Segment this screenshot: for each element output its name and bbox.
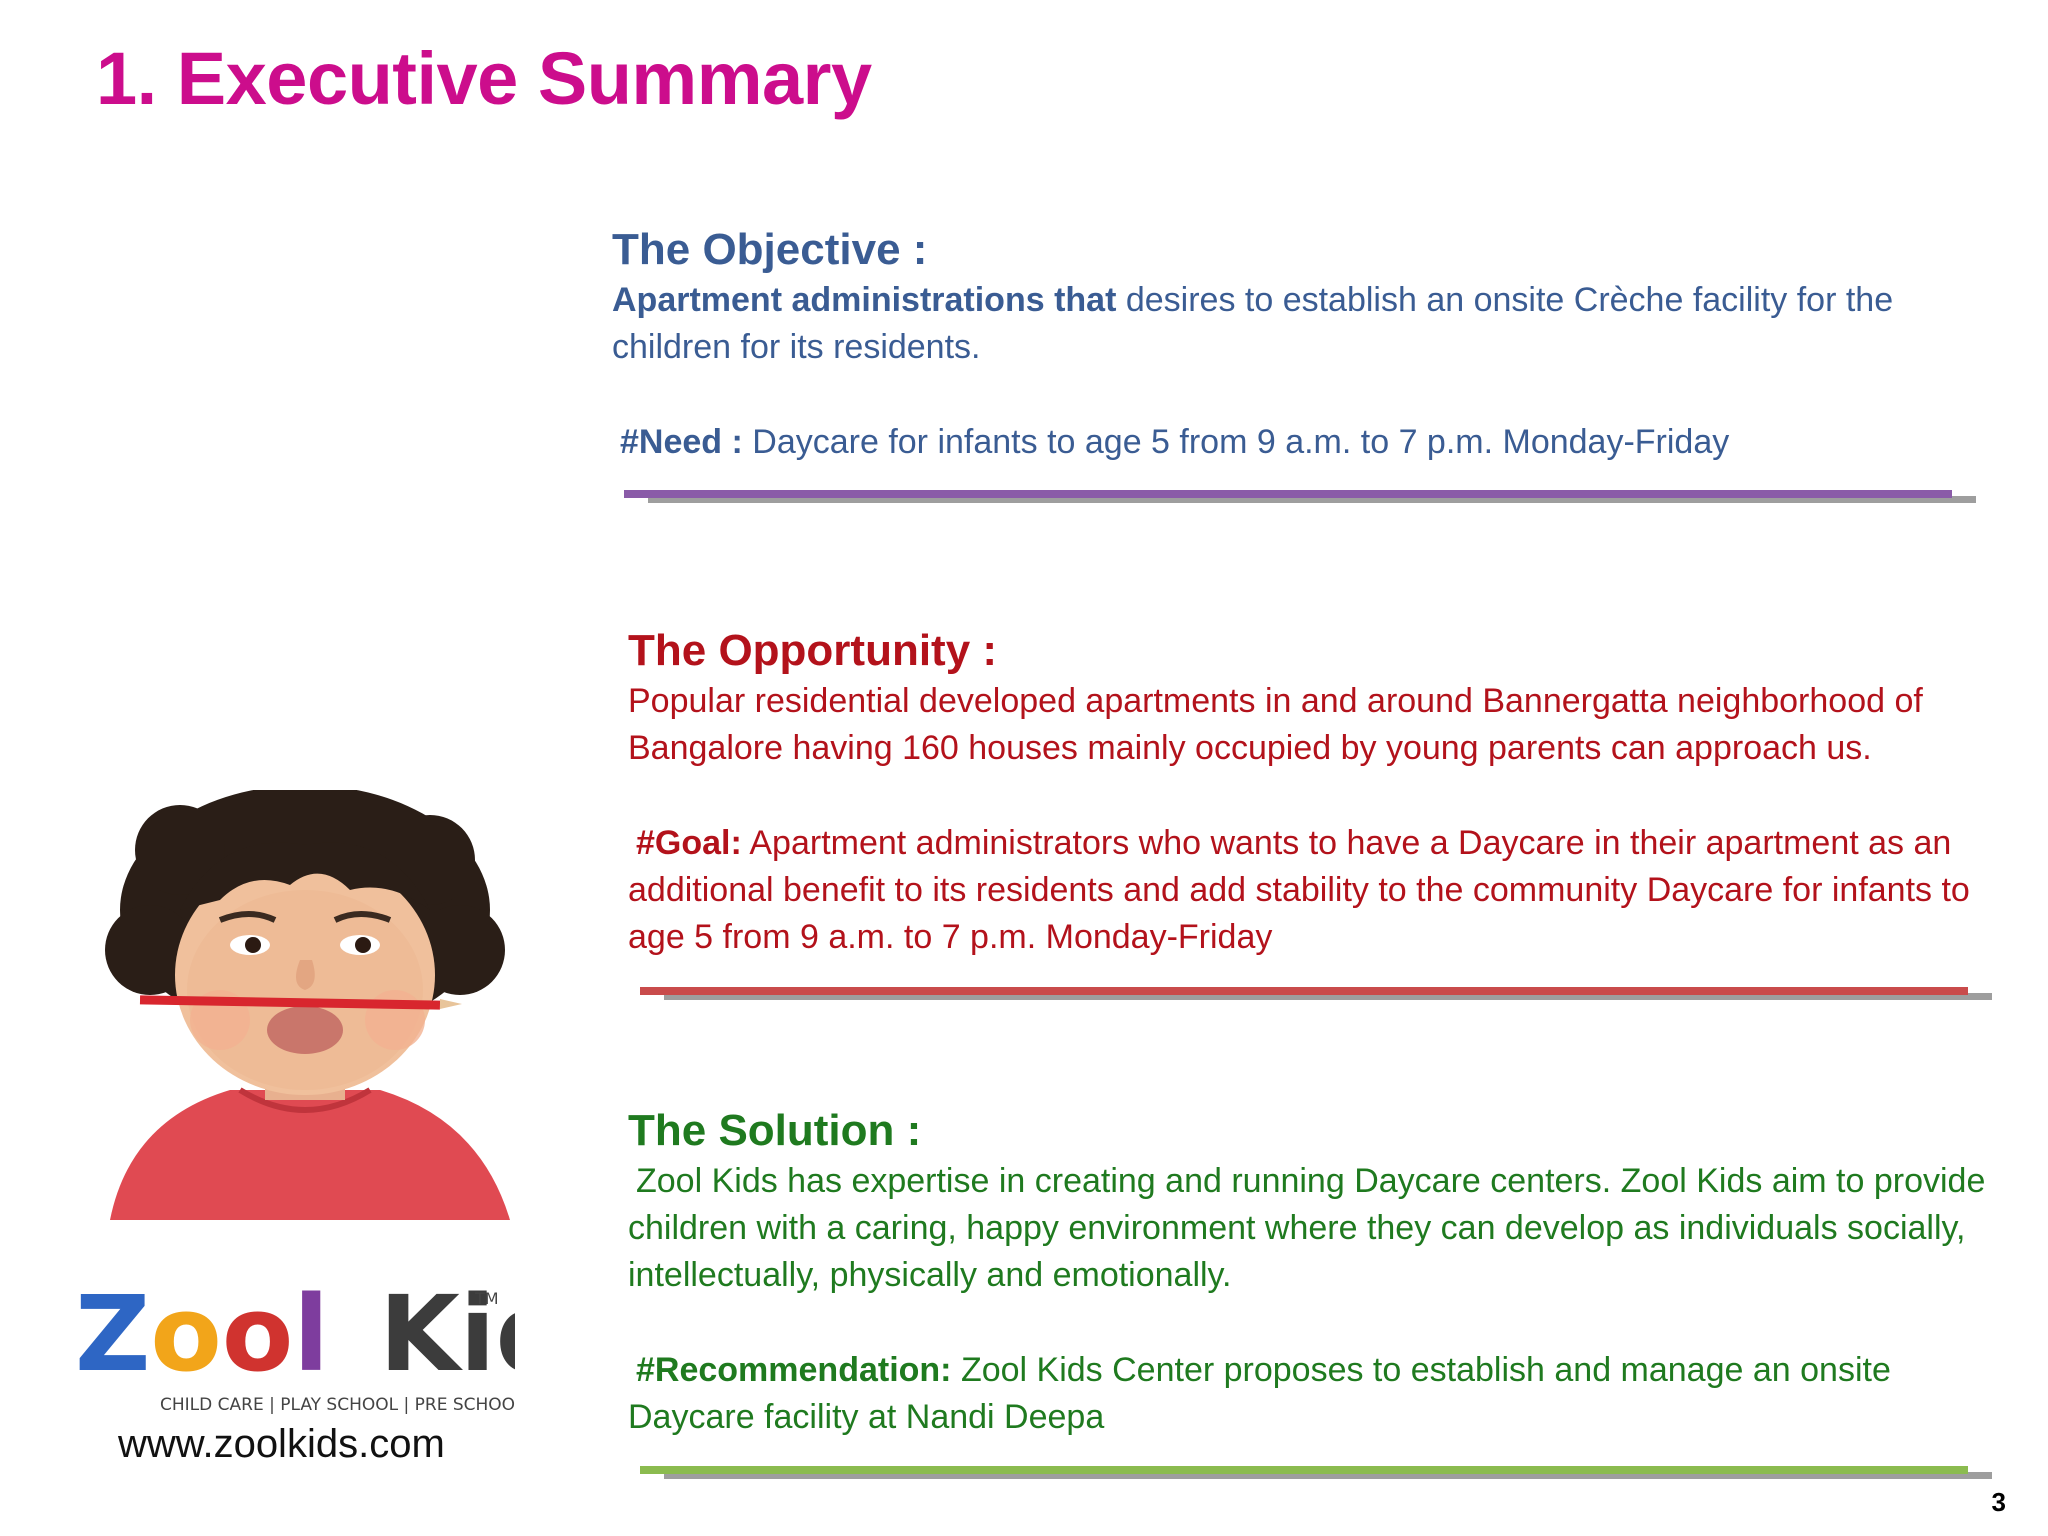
solution-section — [628, 1105, 2018, 1441]
need-text — [612, 419, 2012, 466]
svg-text:TM: TM — [475, 1289, 499, 1308]
opportunity-divider — [640, 987, 1968, 995]
opportunity-text: Popular residential developed apartments in and around Bannergatta neighborhood of Bangalore having 160 houses mainly occupied by young parents can approach us. — [628, 681, 1923, 767]
zoolkids-logo — [75, 1280, 515, 1415]
goal-text — [628, 820, 2018, 961]
need-label: #Need : — [620, 422, 743, 461]
child-photo — [90, 790, 520, 1220]
objective-text — [612, 277, 2012, 371]
website-url[interactable]: www.zoolkids.com — [118, 1422, 445, 1466]
need-value: Daycare for infants to age 5 from 9 a.m. to 7 p.m. Monday-Friday — [742, 422, 1730, 461]
page-number: 3 — [1991, 1487, 2006, 1517]
goal-label: #Goal: — [636, 823, 742, 862]
solution-heading: The Solution : — [628, 1106, 922, 1155]
svg-text:CHILD CARE | PLAY SCHOOL | PRE: CHILD CARE | PLAY SCHOOL | PRE SCHOOL — [160, 1395, 515, 1415]
solution-text: Zool Kids has expertise in creating and running Daycare centers. Zool Kids aim to provide children with a caring, happy environment where they can develop as individuals socially, intellectually, physically and emotionally. — [628, 1161, 1986, 1294]
recommendation-text — [628, 1347, 2018, 1441]
goal-value: Apartment administrators who wants to have a Daycare in their apartment as an additional benefit to its residents and add stability to the community Daycare for infants to age 5 from 9 a.m. to 7 p.m. Monday-Friday — [628, 823, 1970, 956]
objective-lead-rest: desires to establish an onsite Crèche facility for the children for its residents. — [612, 280, 1894, 366]
objective-divider — [624, 490, 1952, 498]
page-title: 1. Executive Summary — [96, 37, 872, 120]
svg-text:Zool Kids: Zool Ki — [75, 1280, 496, 1395]
objective-section — [612, 224, 2012, 466]
objective-lead-bold: Apartment administrations that — [612, 280, 1117, 319]
solution-divider — [640, 1466, 1968, 1474]
recommendation-label: #Recommendation: — [636, 1350, 952, 1389]
recommendation-value: Zool Kids Center proposes to establish and manage an onsite Daycare facility at Nandi Deepa — [628, 1350, 1891, 1436]
objective-heading: The Objective : — [612, 225, 928, 274]
opportunity-heading: The Opportunity : — [628, 626, 998, 675]
opportunity-section — [628, 625, 2018, 961]
